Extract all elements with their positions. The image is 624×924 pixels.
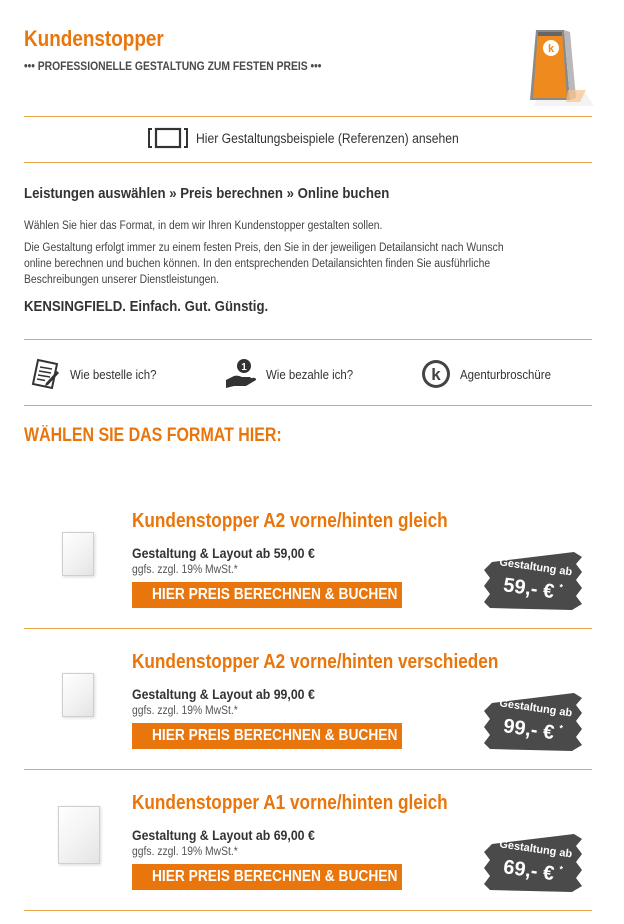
product-vat-note: ggfs. zzgl. 19% MwSt.* — [132, 564, 238, 576]
intro-line: Die Gestaltung erfolgt immer zu einem festen Preis, den Sie in der jeweiligen Detailansicht nach Wunsch — [24, 242, 504, 254]
divider — [24, 910, 592, 911]
how-to-pay-link[interactable] — [224, 358, 365, 390]
product-card — [24, 651, 592, 761]
intro-paragraph-2 — [24, 240, 582, 288]
product-thumbnail[interactable] — [62, 673, 94, 717]
intro-line: Beschreibungen unserer Dienstleistungen. — [24, 274, 220, 286]
frame-icon — [148, 126, 188, 150]
product-price: Gestaltung & Layout ab 59,00 € — [132, 545, 315, 561]
badge-label: Gestaltung ab — [498, 556, 573, 579]
divider — [24, 405, 592, 406]
divider — [24, 339, 592, 340]
intro-line: online berechnen und buchen können. In den entsprechenden Detailansichten finden Sie ausführliche — [24, 258, 491, 270]
how-to-pay-label[interactable]: Wie bezahle ich? — [266, 366, 354, 382]
product-title[interactable]: Kundenstopper A2 vorne/hinten gleich — [132, 510, 448, 532]
product-vat-note: ggfs. zzgl. 19% MwSt.* — [132, 846, 238, 858]
badge-label: Gestaltung ab — [498, 838, 573, 861]
divider — [24, 162, 592, 163]
order-form-icon — [30, 358, 62, 390]
format-section-title: WÄHLEN SIE DAS FORMAT HIER: — [24, 425, 282, 446]
brochure-icon-letter: k — [431, 365, 441, 384]
page-subtitle: ••• PROFESSIONELLE GESTALTUNG ZUM FESTEN PREIS ••• — [24, 61, 322, 73]
badge-star: * — [558, 722, 564, 734]
calculate-and-book-button[interactable] — [132, 582, 402, 608]
agency-brochure-link[interactable] — [420, 358, 563, 390]
product-title[interactable]: Kundenstopper A2 vorne/hinten verschieden — [132, 651, 499, 673]
page-title: Kundenstopper — [24, 26, 164, 51]
badge-price: 99,- € — [501, 715, 556, 745]
divider — [24, 769, 592, 770]
badge-star: * — [558, 863, 564, 875]
calculate-and-book-button[interactable] — [132, 864, 402, 890]
brochure-logo-icon — [420, 358, 452, 390]
references-link-label[interactable]: Hier Gestaltungsbeispiele (Referenzen) ansehen — [196, 130, 459, 146]
calculate-and-book-button[interactable] — [132, 723, 402, 749]
badge-star: * — [558, 581, 564, 593]
product-card — [24, 510, 592, 620]
kundenstopper-product-image — [524, 26, 594, 108]
company-tagline: KENSINGFIELD. Einfach. Gut. Günstig. — [24, 298, 269, 315]
badge-label: Gestaltung ab — [498, 697, 573, 720]
price-badge — [482, 830, 582, 894]
price-badge — [482, 548, 582, 612]
product-thumbnail[interactable] — [62, 532, 94, 576]
badge-price: 59,- € — [501, 574, 556, 604]
steps-heading: Leistungen auswählen » Preis berechnen » Online buchen — [24, 185, 390, 202]
product-price: Gestaltung & Layout ab 99,00 € — [132, 686, 315, 702]
price-badge — [482, 689, 582, 753]
product-thumbnail[interactable] — [58, 806, 100, 864]
logo-letter: k — [547, 43, 555, 55]
calculate-and-book-label: HIER PREIS BERECHNEN & BUCHEN — [151, 586, 398, 603]
product-card — [24, 792, 592, 902]
references-link[interactable] — [148, 126, 488, 150]
how-to-order-link[interactable] — [30, 358, 168, 390]
intro-paragraph-1: Wählen Sie hier das Format, in dem wir Ihren Kundenstopper gestalten sollen. — [24, 220, 383, 232]
product-price: Gestaltung & Layout ab 69,00 € — [132, 827, 315, 843]
calculate-and-book-label: HIER PREIS BERECHNEN & BUCHEN — [151, 868, 398, 885]
agency-brochure-label[interactable]: Agenturbroschüre — [460, 366, 551, 382]
payment-hand-icon — [224, 358, 258, 390]
badge-price: 69,- € — [501, 856, 556, 886]
product-vat-note: ggfs. zzgl. 19% MwSt.* — [132, 705, 238, 717]
divider — [24, 628, 592, 629]
product-title[interactable]: Kundenstopper A1 vorne/hinten gleich — [132, 792, 448, 814]
how-to-order-label[interactable]: Wie bestelle ich? — [70, 366, 157, 382]
calculate-and-book-label: HIER PREIS BERECHNEN & BUCHEN — [151, 727, 398, 744]
divider — [24, 116, 592, 117]
coin-number: 1 — [241, 362, 247, 373]
